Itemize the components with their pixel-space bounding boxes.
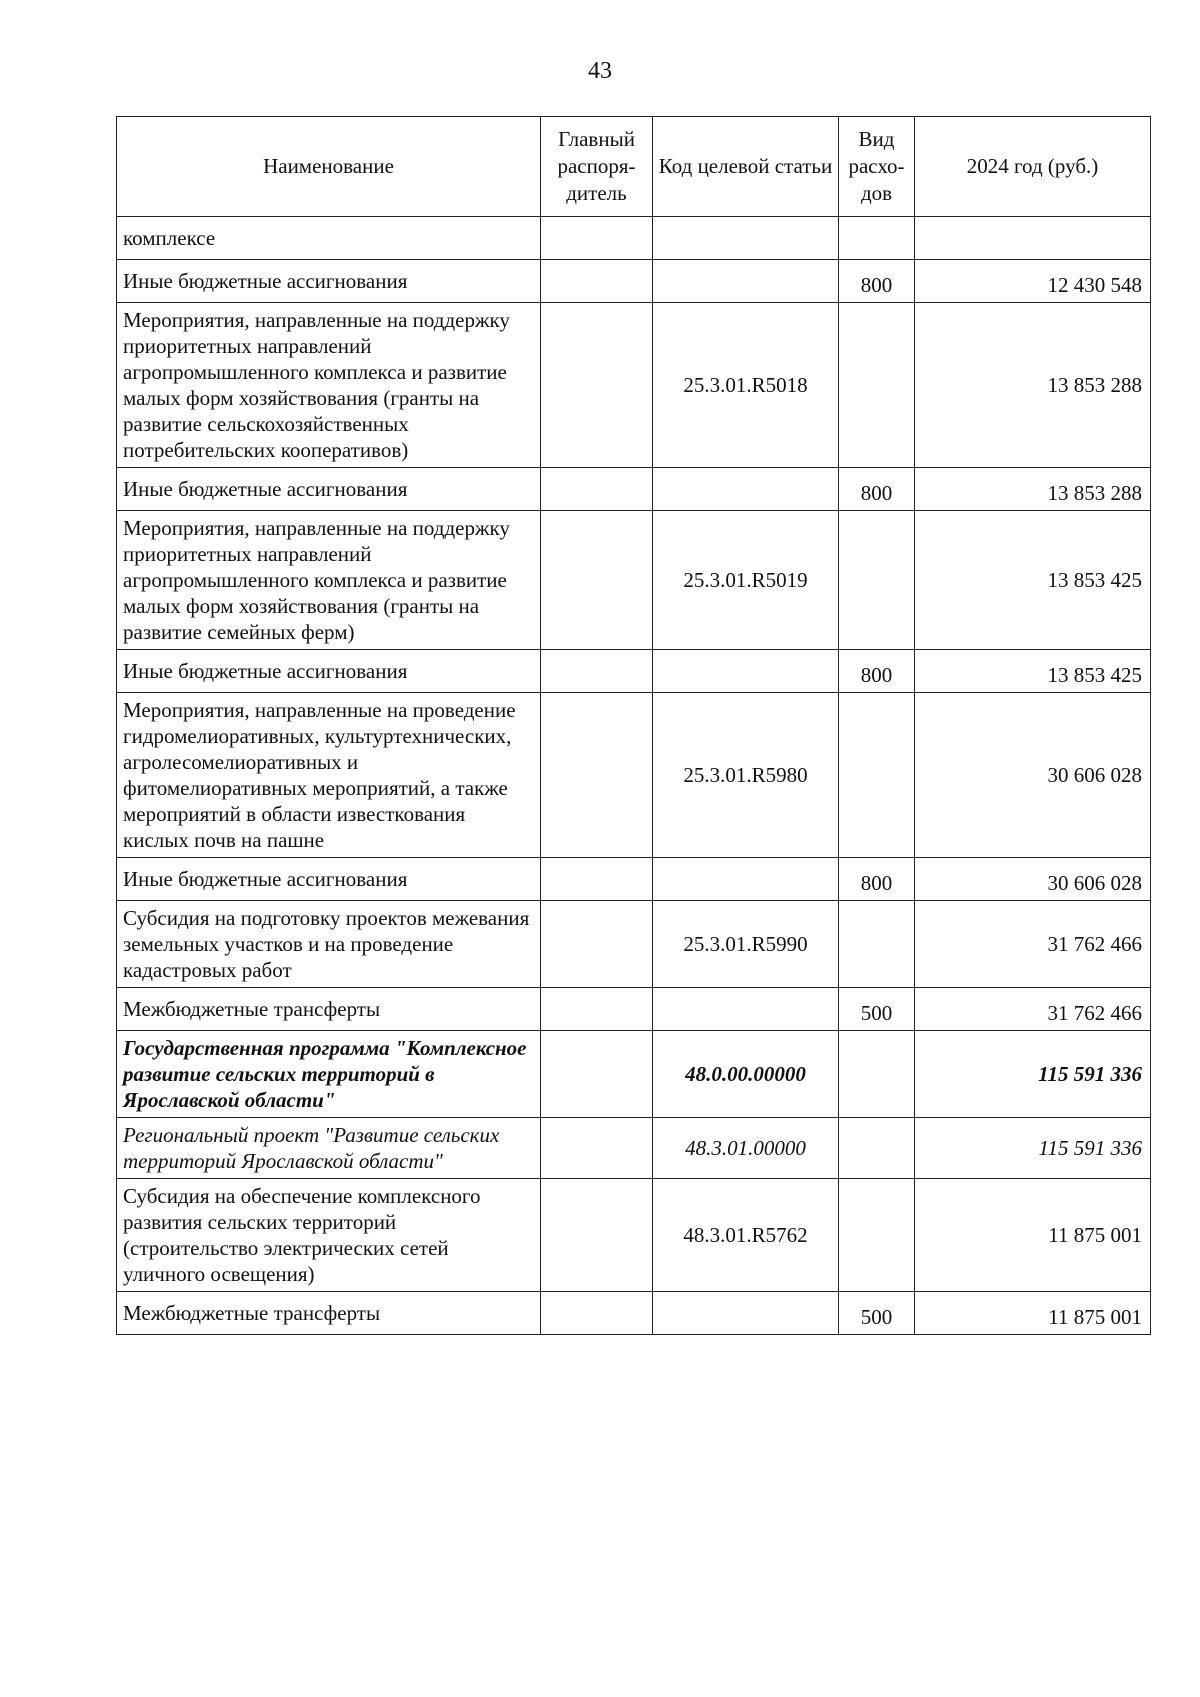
row-code — [653, 858, 839, 901]
row-admin — [541, 988, 653, 1031]
table-row — [117, 650, 1151, 693]
row-admin — [541, 1179, 653, 1292]
row-type: 500 — [839, 988, 915, 1031]
row-code: 25.3.01.R5990 — [653, 901, 839, 988]
table-row — [117, 303, 1151, 468]
row-amount: 115 591 336 — [915, 1118, 1151, 1179]
table-row — [117, 901, 1151, 988]
row-amount: 31 762 466 — [915, 988, 1151, 1031]
row-amount — [915, 217, 1151, 260]
header-name: Наименование — [117, 117, 541, 217]
row-name: Иные бюджетные ассигнования — [117, 468, 541, 511]
row-code — [653, 1292, 839, 1335]
table-row — [117, 260, 1151, 303]
row-admin — [541, 650, 653, 693]
row-name: Государственная программа "Комплексное развитие сельских территорий в Ярославской области" — [117, 1031, 541, 1118]
row-code — [653, 650, 839, 693]
row-amount: 11 875 001 — [915, 1179, 1151, 1292]
row-type: 800 — [839, 260, 915, 303]
row-amount: 11 875 001 — [915, 1292, 1151, 1335]
row-admin — [541, 1292, 653, 1335]
row-admin — [541, 260, 653, 303]
row-amount: 30 606 028 — [915, 693, 1151, 858]
row-type — [839, 303, 915, 468]
row-type — [839, 901, 915, 988]
table-row — [117, 693, 1151, 858]
header-code: Код целевой статьи — [653, 117, 839, 217]
row-code — [653, 217, 839, 260]
row-code: 48.3.01.R5762 — [653, 1179, 839, 1292]
row-code — [653, 468, 839, 511]
row-type — [839, 1031, 915, 1118]
row-admin — [541, 901, 653, 988]
row-type: 800 — [839, 858, 915, 901]
row-amount: 30 606 028 — [915, 858, 1151, 901]
row-type: 500 — [839, 1292, 915, 1335]
row-admin — [541, 217, 653, 260]
row-type — [839, 511, 915, 650]
table-row-program — [117, 1031, 1151, 1118]
row-admin — [541, 1118, 653, 1179]
row-admin — [541, 858, 653, 901]
row-name: Субсидия на подготовку проектов межевания земельных участков и на проведение кадастровых работ — [117, 901, 541, 988]
header-admin: Главный распоря-дитель — [541, 117, 653, 217]
row-type — [839, 693, 915, 858]
row-name: Субсидия на обеспечение комплексного развития сельских территорий (строительство электрических сетей уличного освещения) — [117, 1179, 541, 1292]
table-row-project — [117, 1118, 1151, 1179]
table-row — [117, 511, 1151, 650]
row-code: 48.0.00.00000 — [653, 1031, 839, 1118]
header-amount: 2024 год (руб.) — [915, 117, 1151, 217]
row-amount: 13 853 288 — [915, 468, 1151, 511]
row-code: 25.3.01.R5018 — [653, 303, 839, 468]
table-header-row — [117, 117, 1151, 217]
row-amount: 13 853 425 — [915, 650, 1151, 693]
table-row — [117, 217, 1151, 260]
row-type — [839, 1179, 915, 1292]
row-name: Мероприятия, направленные на поддержку приоритетных направлений агропромышленного комплекса и развитие малых форм хозяйствования (гранты на развитие сельскохозяйственных потребительских кооперативов) — [117, 303, 541, 468]
row-admin — [541, 303, 653, 468]
row-name: Межбюджетные трансферты — [117, 988, 541, 1031]
row-type — [839, 217, 915, 260]
row-type — [839, 1118, 915, 1179]
row-name: Региональный проект "Развитие сельских территорий Ярославской области" — [117, 1118, 541, 1179]
page-number: 43 — [588, 58, 612, 84]
row-code — [653, 988, 839, 1031]
row-name: Иные бюджетные ассигнования — [117, 650, 541, 693]
row-amount: 13 853 288 — [915, 303, 1151, 468]
table-row — [117, 1179, 1151, 1292]
row-type: 800 — [839, 468, 915, 511]
row-name: комплексе — [117, 217, 541, 260]
row-name: Мероприятия, направленные на проведение гидромелиоративных, культуртехнических, агролесомелиоративных и фитомелиоративных мероприятий, а также мероприятий в области известкования кислых почв на пашне — [117, 693, 541, 858]
row-amount: 13 853 425 — [915, 511, 1151, 650]
row-code: 25.3.01.R5019 — [653, 511, 839, 650]
row-name: Иные бюджетные ассигнования — [117, 858, 541, 901]
budget-table — [116, 116, 1151, 1335]
row-code — [653, 260, 839, 303]
row-name: Иные бюджетные ассигнования — [117, 260, 541, 303]
row-name: Межбюджетные трансферты — [117, 1292, 541, 1335]
row-admin — [541, 1031, 653, 1118]
row-admin — [541, 693, 653, 858]
row-code: 25.3.01.R5980 — [653, 693, 839, 858]
table-row — [117, 468, 1151, 511]
row-amount: 12 430 548 — [915, 260, 1151, 303]
header-type: Вид расхо-дов — [839, 117, 915, 217]
row-code: 48.3.01.00000 — [653, 1118, 839, 1179]
row-admin — [541, 511, 653, 650]
table-row — [117, 1292, 1151, 1335]
row-type: 800 — [839, 650, 915, 693]
row-amount: 115 591 336 — [915, 1031, 1151, 1118]
row-name: Мероприятия, направленные на поддержку приоритетных направлений агропромышленного комплекса и развитие малых форм хозяйствования (гранты на развитие семейных ферм) — [117, 511, 541, 650]
table-row — [117, 988, 1151, 1031]
row-amount: 31 762 466 — [915, 901, 1151, 988]
row-admin — [541, 468, 653, 511]
table-row — [117, 858, 1151, 901]
